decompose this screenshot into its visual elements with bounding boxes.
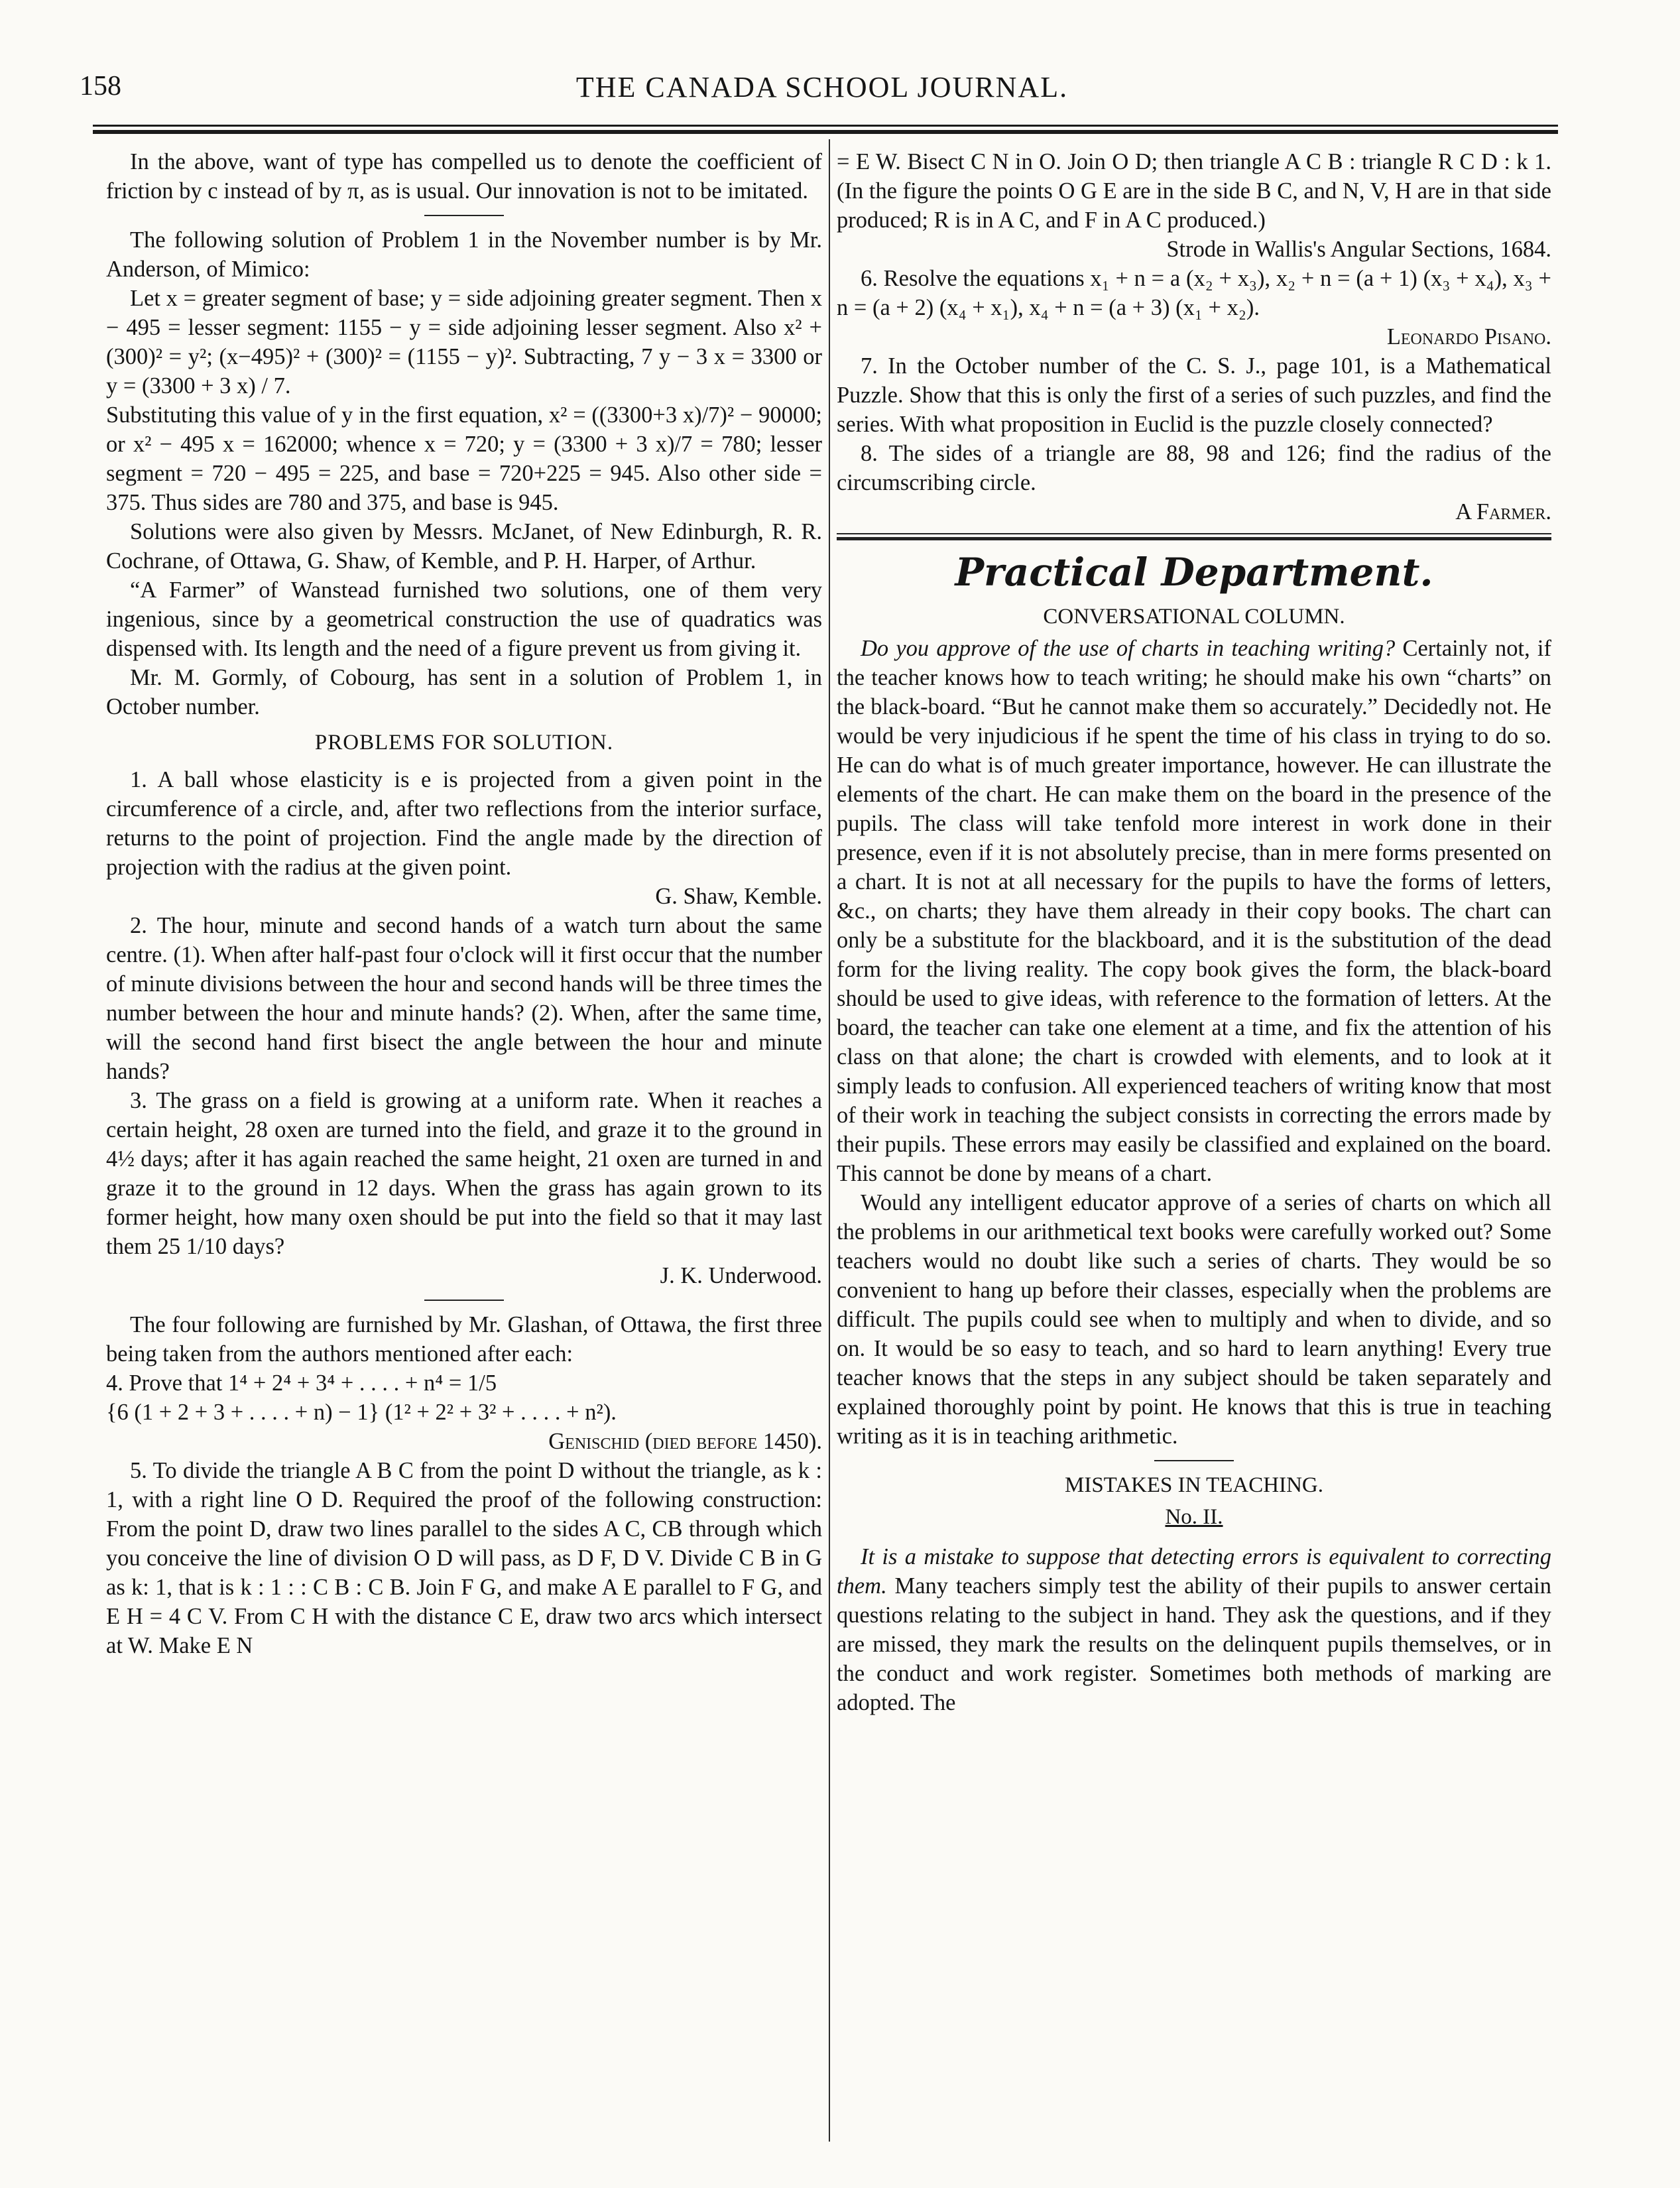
problem-8: 8. The sides of a triangle are 88, 98 and 126; find the radius of the circumscribing circle. [837,441,1551,495]
problem-4-line-1: 4. Prove that 1⁴ + 2⁴ + 3⁴ + . . . . + n⁴ = 1/5 [106,1370,497,1396]
section-rule-3 [1154,1460,1234,1461]
conversational-heading: CONVERSATIONAL COLUMN. [1043,605,1345,629]
solution-working-2: Substituting this value of y in the first equation, x² = ((3300+3 x)/7)² − 90000; or x² − 495 x = 162000; whence x = 720; y = (3300 + 3 x)/7 = 780; lesser segment = 720 − 495 = 225, and base = 720+225 = 945. Also other side = 375. Thus sides are 780 and 375, and base is 945. [106,402,822,515]
type-note: In the above, want of type has compelled us to denote the coefficient of friction by c instead of by π, as is usual. Our innovation is not to be imitated. [106,149,822,204]
journal-title: THE CANADA SCHOOL JOURNAL. [575,71,1069,103]
mistakes-paragraph [837,1542,1551,1717]
column-divider [829,139,830,2142]
problems-heading: PROBLEMS FOR SOLUTION. [314,731,614,755]
farmer-solutions: “A Farmer” of Wanstead furnished two solutions, one of them very ingenious, since by a geometrical construction the use of quadratics was dispensed with. Its length and the need of a figure prevent us from giving it. [106,577,822,661]
problem-4-author: Genischid (died before 1450). [548,1429,822,1454]
problem-8-author: A Farmer. [1455,499,1551,524]
problem-3: 3. The grass on a field is growing at a uniform rate. When it reaches a certain height, 28 oxen are turned into the field, and graze it to the ground in 4½ days; after it has again reached the same height, 21 oxen are turned in and graze it to the ground in 12 days. When the grass has again grown to its former height, how many oxen should be put into the field so that it may last them 25 1/10 days? [106,1088,822,1259]
mistakes-body: Many teachers simply test the ability of their pupils to answer certain questions relating to the subject in hand. They ask the questions, and if they are missed, they mark the results on the delinquent pupils themselves, or in the conduct and work register. Sometimes both methods of marking are adopted. The [837,1573,1552,1715]
other-solvers: Solutions were also given by Messrs. McJanet, of New Edinburgh, R. R. Cochrane, of Ottawa, G. Shaw, of Kemble, and P. H. Harper, of Arthur. [106,519,822,574]
mistakes-heading: MISTAKES IN TEACHING. [1065,1473,1323,1497]
problem-4-line-2: {6 (1 + 2 + 3 + . . . . + n) − 1} (1² + 2² + 3² + . . . . + n²). [106,1400,617,1425]
solution-intro: The following solution of Problem 1 in the November number is by Mr. Anderson, of Mimico: [106,227,822,282]
problem-1-author: G. Shaw, Kemble. [655,884,822,909]
mistakes-lead: It is a mistake to suppose that detecting errors is equivalent to correcting them. [837,1544,1551,1599]
problem-5-source: Strode in Wallis's Angular Sections, 1684. [1166,237,1551,262]
right-column [837,147,1551,1717]
problem-7: 7. In the October number of the C. S. J., page 101, is a Mathematical Puzzle. Show that this is only the first of a series of such puzzles, and find the series. With what proposition in Euclid is the puzzle closely connected? [837,353,1551,437]
gormly-solution: Mr. M. Gormly, of Cobourg, has sent in a solution of Problem 1, in October number. [106,665,822,719]
conversational-paragraph-2: Would any intelligent educator approve of a series of charts on which all the problems in our arithmetical text books were carefully worked out? Some teachers would no doubt like such a series of charts. They would be so convenient to hang up before their classes, especially when the problems are difficult. The pupils could see when to multiply and when to divide, and so on. It would be so easy to teach, and so hard to learn anything! Every true teacher knows that the steps in any subject should be taken separately and explained thoroughly point by point. He knows that this is true in teaching writing as it is in teaching arithmetic. [837,1190,1551,1449]
solution-working-1: Let x = greater segment of base; y = side adjoining greater segment. Then x − 495 = lesser segment: 1155 − y = side adjoining lesser segment. Also x² + (300)² = y²; (x−495)² + (300)² = (1155 − y)². Subtracting, 7 y − 3 x = 3300 or y = (3300 + 3 x) / 7. [106,286,822,398]
department-title: Practical Department. [955,550,1433,595]
left-column [106,147,822,1660]
header-rule-thin [93,125,1558,127]
section-rule-2 [424,1300,504,1301]
problem-6: 6. Resolve the equations x₁ + n = a (x₂ + x₃), x₂ + n = (a + 1) (x₃ + x₄), x₃ + n = (a + 2) (x₄ + x₁), x₄ + n = (a + 3) (x₁ + x₂). [837,266,1551,320]
conversational-question: Do you approve of the use of charts in teaching writing? [861,636,1396,661]
page-number: 158 [80,71,121,101]
problem-5-continued: = E W. Bisect C N in O. Join O D; then triangle A C B : triangle R C D : k 1. (In the figure the points O G E are in the side B C, and N, V, H are in that side produced; R is in A C, and F in A C produced.) [837,149,1551,233]
conversational-answer: Certainly not, if the teacher knows how to teach writing; he should make his own “charts” on the black-board. “But he cannot make them so accurately.” Decidedly not. He would be very injudicious if he spent the time of his class in trying to do so. He can do what is of much greater importance, however. He can illustrate the elements of the chart. He can make them on the board in the presence of the pupils. The class will take tenfold more interest in work done in their presence, even if it is not absolutely precise, than in mere forms presented on a chart. It is not at all necessary for the pupils to have the forms of letters, &c., on charts; they have them already in their copy books. The chart can only be a substitute for the blackboard, and it is the substitution of the dead form for the living reality. The copy book gives the form, the black-board should be used to give ideas, with reference to the formation of letters. At the board, the teacher can take one element at a time, and fix the attention of his class on that alone; the chart is crowded with elements, and to look at it simply leads to confusion. All experienced teachers of writing know that most of their work in teaching the subject consists in correcting the errors made by their pupils. These errors may easily be classified and explained on the board. This cannot be done by means of a chart. [837,636,1551,1186]
conversational-paragraph-1 [837,634,1551,1188]
problem-2: 2. The hour, minute and second hands of a watch turn about the same centre. (1). When after half-past four o'clock will it first occur that the number of minute divisions between the hour and second hands will be three times the number between the hour and minute hands? (2). When, after the same time, will the second hand first bisect the angle between the hour and minute hands? [106,913,822,1084]
department-rules [837,532,1551,544]
problem-5: 5. To divide the triangle A B C from the point D without the triangle, as k : 1, with a right line O D. Required the proof of the following construction: From the point D, draw two lines parallel to the sides A C, CB through which you conceive the line of division O D will pass, as D F, D V. Divide C B in G as k: 1, that is k : 1 : : C B : C B. Join F G, and make A E parallel to F G, and E H = 4 C V. From C H with the distance C E, draw two arcs which intersect at W. Make E N [106,1458,822,1658]
problem-3-author: J. K. Underwood. [660,1263,822,1288]
page-header [80,70,1565,117]
mistakes-number: No. II. [1165,1505,1223,1529]
header-rule-thick [93,130,1558,134]
glashan-intro: The four following are furnished by Mr. Glashan, of Ottawa, the first three being taken from the authors mentioned after each: [106,1312,822,1367]
problem-6-author: Leonardo Pisano. [1386,324,1551,349]
section-rule [424,215,504,216]
problem-1: 1. A ball whose elasticity is e is projected from a given point in the circumference of a circle, and, after two reflections from the interior surface, returns to the point of projection. Find the angle made by the direction of projection with the radius at the given point. [106,767,822,880]
